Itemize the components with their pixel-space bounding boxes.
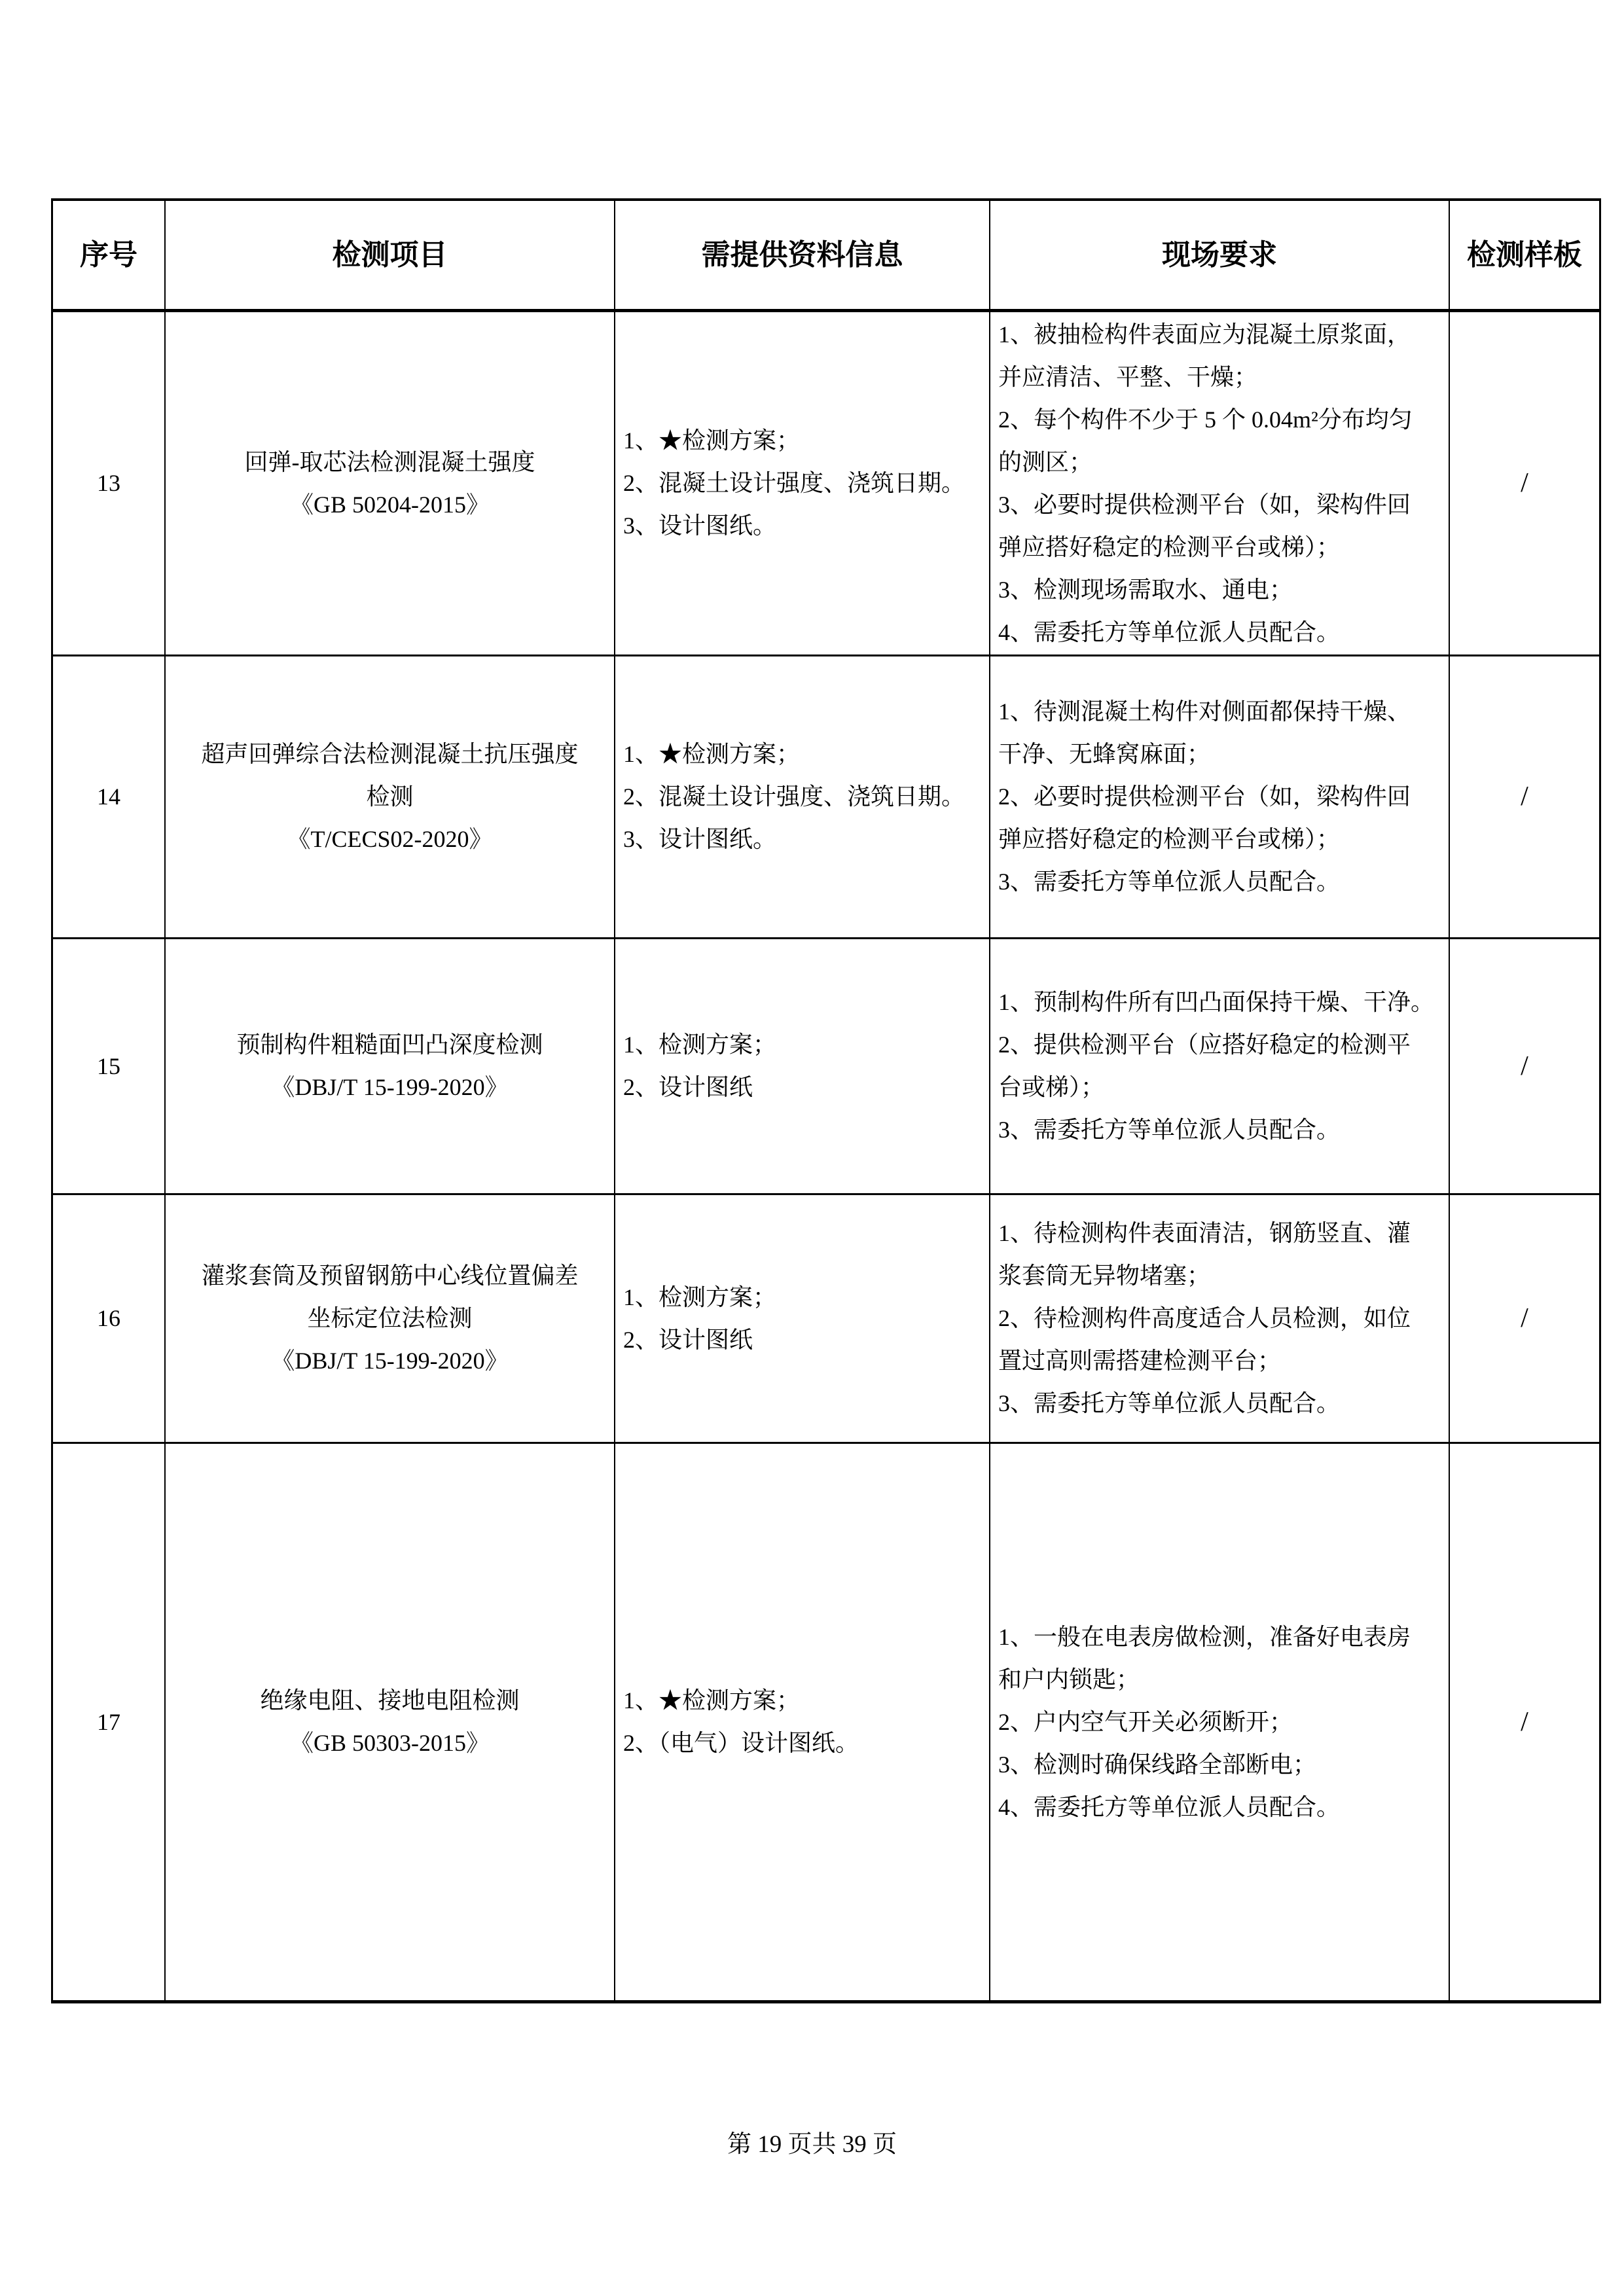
- material-line: 1、★检测方案；: [623, 1687, 801, 1713]
- requirement-line: 3、需委托方等单位派人员配合。: [998, 1390, 1341, 1416]
- test-item-standard: 《GB 50204-2015》: [290, 491, 490, 518]
- requirement-line: 2、待检测构件高度适合人员检测，如位: [998, 1305, 1411, 1331]
- material-line: 2、设计图纸: [623, 1074, 753, 1100]
- row-14-test-sample: /: [1450, 656, 1599, 939]
- row-16-number: 16: [53, 1195, 166, 1444]
- row-13-required-materials: [615, 312, 990, 656]
- material-line: 3、设计图纸。: [623, 512, 777, 539]
- test-item-line: 绝缘电阻、接地电阻检测: [260, 1687, 520, 1713]
- test-item-line: 预制构件粗糙面凹凸深度检测: [236, 1031, 543, 1058]
- row-15-required-materials: [615, 939, 990, 1195]
- requirement-line: 浆套筒无异物堵塞；: [998, 1263, 1211, 1289]
- test-item-line: 超声回弹综合法检测混凝土抗压强度: [201, 741, 579, 767]
- row-15-number: 15: [53, 939, 166, 1195]
- row-17-required-materials: [615, 1444, 990, 2000]
- requirement-line: 1、预制构件所有凹凸面保持干燥、干净。: [998, 989, 1435, 1015]
- material-line: 2、混凝土设计强度、浇筑日期。: [623, 783, 965, 810]
- row-17-test-item: [166, 1444, 615, 2000]
- material-line: 1、★检测方案；: [623, 741, 801, 767]
- row-16-test-sample: /: [1450, 1195, 1599, 1444]
- test-item-line: 灌浆套筒及预留钢筋中心线位置偏差: [201, 1263, 579, 1289]
- test-item-standard: 《GB 50303-2015》: [290, 1730, 490, 1756]
- requirement-line: 1、待测混凝土构件对侧面都保持干燥、: [998, 698, 1411, 725]
- header-test-item: 检测项目: [166, 201, 615, 312]
- header-site-requirements: 现场要求: [990, 201, 1450, 312]
- requirement-line: 的测区；: [998, 448, 1093, 475]
- row-13-number: 13: [53, 312, 166, 656]
- requirement-line: 台或梯）；: [998, 1074, 1105, 1100]
- row-15-site-requirements: [990, 939, 1450, 1195]
- requirement-line: 弹应搭好稳定的检测平台或梯）；: [998, 826, 1341, 852]
- material-line: 1、检测方案；: [623, 1283, 777, 1310]
- requirement-line: 4、需委托方等单位派人员配合。: [998, 619, 1341, 645]
- test-item-line: 检测: [366, 783, 414, 810]
- requirement-line: 1、一般在电表房做检测，准备好电表房: [998, 1623, 1411, 1650]
- row-13-site-requirements: [990, 312, 1450, 656]
- requirement-line: 4、需委托方等单位派人员配合。: [998, 1793, 1341, 1820]
- row-14-required-materials: [615, 656, 990, 939]
- requirement-line: 并应清洁、平整、干燥；: [998, 363, 1258, 390]
- material-line: 3、设计图纸。: [623, 826, 777, 852]
- row-16-site-requirements: [990, 1195, 1450, 1444]
- requirement-line: 弹应搭好稳定的检测平台或梯）；: [998, 533, 1341, 560]
- test-item-standard: 《T/CECS02-2020》: [287, 826, 493, 852]
- requirement-line: 干净、无蜂窝麻面；: [998, 741, 1211, 767]
- row-17-site-requirements: [990, 1444, 1450, 2000]
- requirement-line: 3、需委托方等单位派人员配合。: [998, 869, 1341, 895]
- material-line: 2、混凝土设计强度、浇筑日期。: [623, 470, 965, 496]
- requirement-line: 2、每个构件不少于 5 个 0.04m²分布均匀: [998, 406, 1413, 433]
- header-test-sample: 检测样板: [1450, 201, 1599, 312]
- test-item-standard: 《DBJ/T 15-199-2020》: [271, 1348, 509, 1374]
- requirement-line: 3、检测现场需取水、通电；: [998, 576, 1293, 603]
- test-item-line: 坐标定位法检测: [307, 1305, 473, 1331]
- row-16-required-materials: [615, 1195, 990, 1444]
- requirement-line: 2、户内空气开关必须断开；: [998, 1708, 1293, 1735]
- requirement-line: 3、检测时确保线路全部断电；: [998, 1751, 1317, 1778]
- row-13-test-item: [166, 312, 615, 656]
- requirement-line: 2、提供检测平台（应搭好稳定的检测平: [998, 1031, 1411, 1058]
- requirement-line: 3、需委托方等单位派人员配合。: [998, 1117, 1341, 1143]
- row-15-test-sample: /: [1450, 939, 1599, 1195]
- row-16-test-item: [166, 1195, 615, 1444]
- requirement-line: 1、被抽检构件表面应为混凝土原浆面，: [998, 321, 1411, 348]
- requirement-line: 3、必要时提供检测平台（如，梁构件回: [998, 491, 1411, 518]
- header-required-materials: 需提供资料信息: [615, 201, 990, 312]
- page-number-footer: 第 19 页共 39 页: [727, 2131, 897, 2158]
- test-item-standard: 《DBJ/T 15-199-2020》: [271, 1074, 509, 1100]
- material-line: 2、设计图纸: [623, 1326, 753, 1353]
- test-item-line: 回弹-取芯法检测混凝土强度: [244, 448, 535, 475]
- requirement-line: 1、待检测构件表面清洁，钢筋竖直、灌: [998, 1220, 1411, 1246]
- row-14-test-item: [166, 656, 615, 939]
- material-line: 1、★检测方案；: [623, 427, 801, 454]
- requirement-line: 2、必要时提供检测平台（如，梁构件回: [998, 783, 1411, 810]
- row-14-number: 14: [53, 656, 166, 939]
- row-13-test-sample: /: [1450, 312, 1599, 656]
- row-14-site-requirements: [990, 656, 1450, 939]
- row-17-test-sample: /: [1521, 1706, 1528, 1737]
- row-15-test-item: [166, 939, 615, 1195]
- requirement-line: 置过高则需搭建检测平台；: [998, 1348, 1282, 1374]
- inspection-requirements-table: [51, 198, 1601, 2003]
- requirement-line: 和户内锁匙；: [998, 1666, 1140, 1693]
- material-line: 1、检测方案；: [623, 1031, 777, 1058]
- header-serial-number: 序号: [53, 201, 166, 312]
- material-line: 2、（电气）设计图纸。: [623, 1730, 859, 1756]
- row-17-number: 17: [53, 1444, 166, 2000]
